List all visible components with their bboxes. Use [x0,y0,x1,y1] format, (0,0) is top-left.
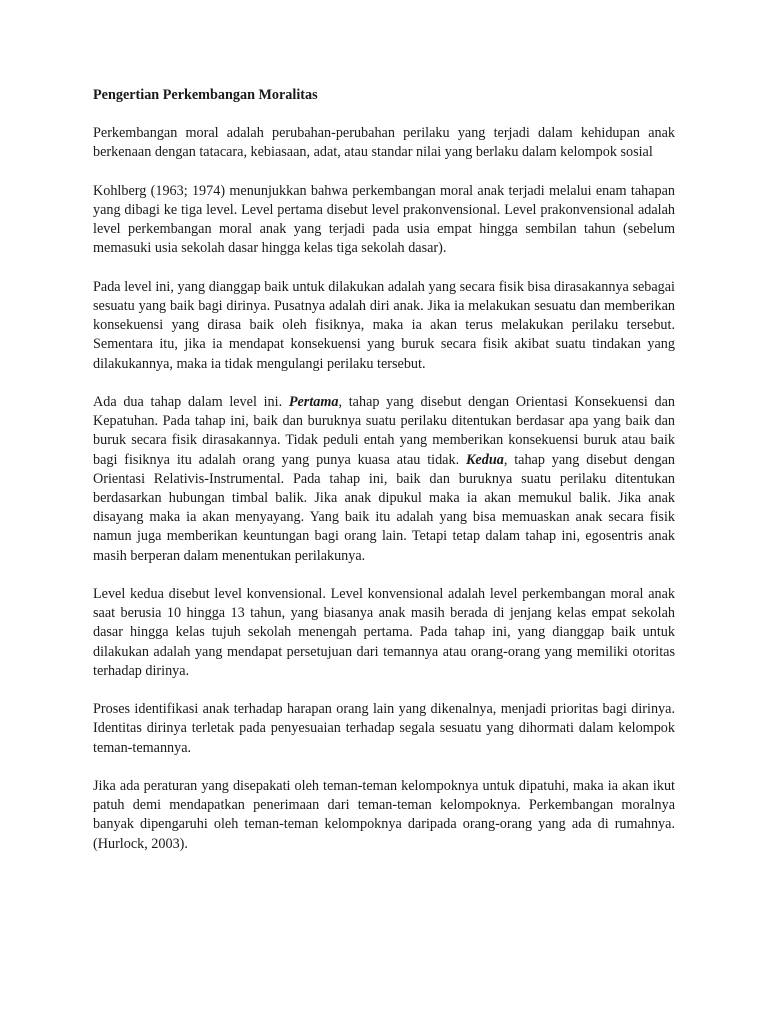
paragraph-kohlberg: Kohlberg (1963; 1974) menunjukkan bahwa perkembangan moral anak terjadi melalui enam tahapan yang dibagi ke tiga level. Level pertama disebut level prakonvensional. Level prakonvensional adalah level perkembangan moral anak yang terjadi pada usia empat hingga sembilan tahun (sebelum memasuki usia sekolah dasar hingga kelas tiga sekolah dasar). [93,182,675,257]
paragraph-text-segment: , tahap yang disebut dengan Orientasi Konsekuensi dan Kepatuhan. Pada tahap ini, baik dan buruknya suatu perilaku ditentukan berdasar apa yang baik dan buruk secara fisik dirasakannya. Tidak peduli entah yang memberikan konsekuensi buruk atau baik bagi fisiknya itu adalah orang yang punya kuasa atau tidak. [93,394,675,468]
paragraph-peer-rules: Jika ada peraturan yang disepakati oleh teman-teman kelompoknya untuk dipatuhi, maka ia akan ikut patuh demi mendapatkan penerimaan dari teman-teman kelompoknya. Perkembangan moralnya banyak dipengaruhi oleh teman-teman kelompoknya daripada orang-orang yang ada di rumahnya. (Hurlock, 2003). [93,778,675,852]
paragraph-preconventional-level: Pada level ini, yang dianggap baik untuk dilakukan adalah yang secara fisik bisa dirasakannya sebagai sesuatu yang baik bagi dirinya. Pusatnya adalah diri anak. Jika ia melakukan sesuatu dan memberikan konsekuensi yang dirasa baik oleh fisiknya, maka ia akan terus melakukan perilaku tersebut. Sementara itu, jika ia mendapat konsekuensi yang buruk secara fisik akibat suatu tindakan yang dilakukannya, maka ia tidak mengulangi perilaku tersebut. [93,278,675,372]
paragraph-text-segment: , tahap yang disebut dengan Orientasi Relativis-Instrumental. Pada tahap ini, baik dan buruknya suatu perilaku ditentukan berdasarkan hubungan timbal balik. Jika anak dipukul maka ia akan memukul balik. Jika anak disayang maka ia akan menyayang. Yang baik itu adalah yang bisa memuaskan anak secara fisik namun juga memberikan keuntungan bagi orang lain. Tetapi tetap dalam tahap ini, egosentris anak masih berperan dalam menentukan perilakunya. [93,451,675,564]
document-title: Pengertian Perkembangan Moralitas [93,87,318,103]
document-page [93,86,675,873]
emphasis-pertama: Pertama [288,394,339,410]
paragraph-two-stages [93,393,675,566]
paragraph-definition: Perkembangan moral adalah perubahan-perubahan perilaku yang terjadi dalam kehidupan anak berkenaan dengan tatacara, kebiasaan, adat, atau standar nilai yang berlaku dalam kelompok sosial [93,125,675,161]
paragraph-identification: Proses identifikasi anak terhadap harapan orang lain yang dikenalnya, menjadi prioritas bagi dirinya. Identitas dirinya terletak pada penyesuaian terhadap segala sesuatu yang dihormati dalam kelompok teman-temannya. [93,701,675,756]
paragraph-text-segment: Ada dua tahap dalam level ini. [93,394,289,410]
paragraph-conventional-level: Level kedua disebut level konvensional. Level konvensional adalah level perkembangan moral anak saat berusia 10 hingga 13 tahun, yang biasanya anak masih berada di jenjang kelas empat sekolah dasar hingga kelas tujuh sekolah menengah pertama. Pada tahap ini, yang dianggap baik untuk dilakukan adalah yang mendapat persetujuan dari temannya atau orang-orang yang memiliki otoritas terhadap dirinya. [93,586,675,679]
emphasis-kedua: Kedua [465,451,504,468]
